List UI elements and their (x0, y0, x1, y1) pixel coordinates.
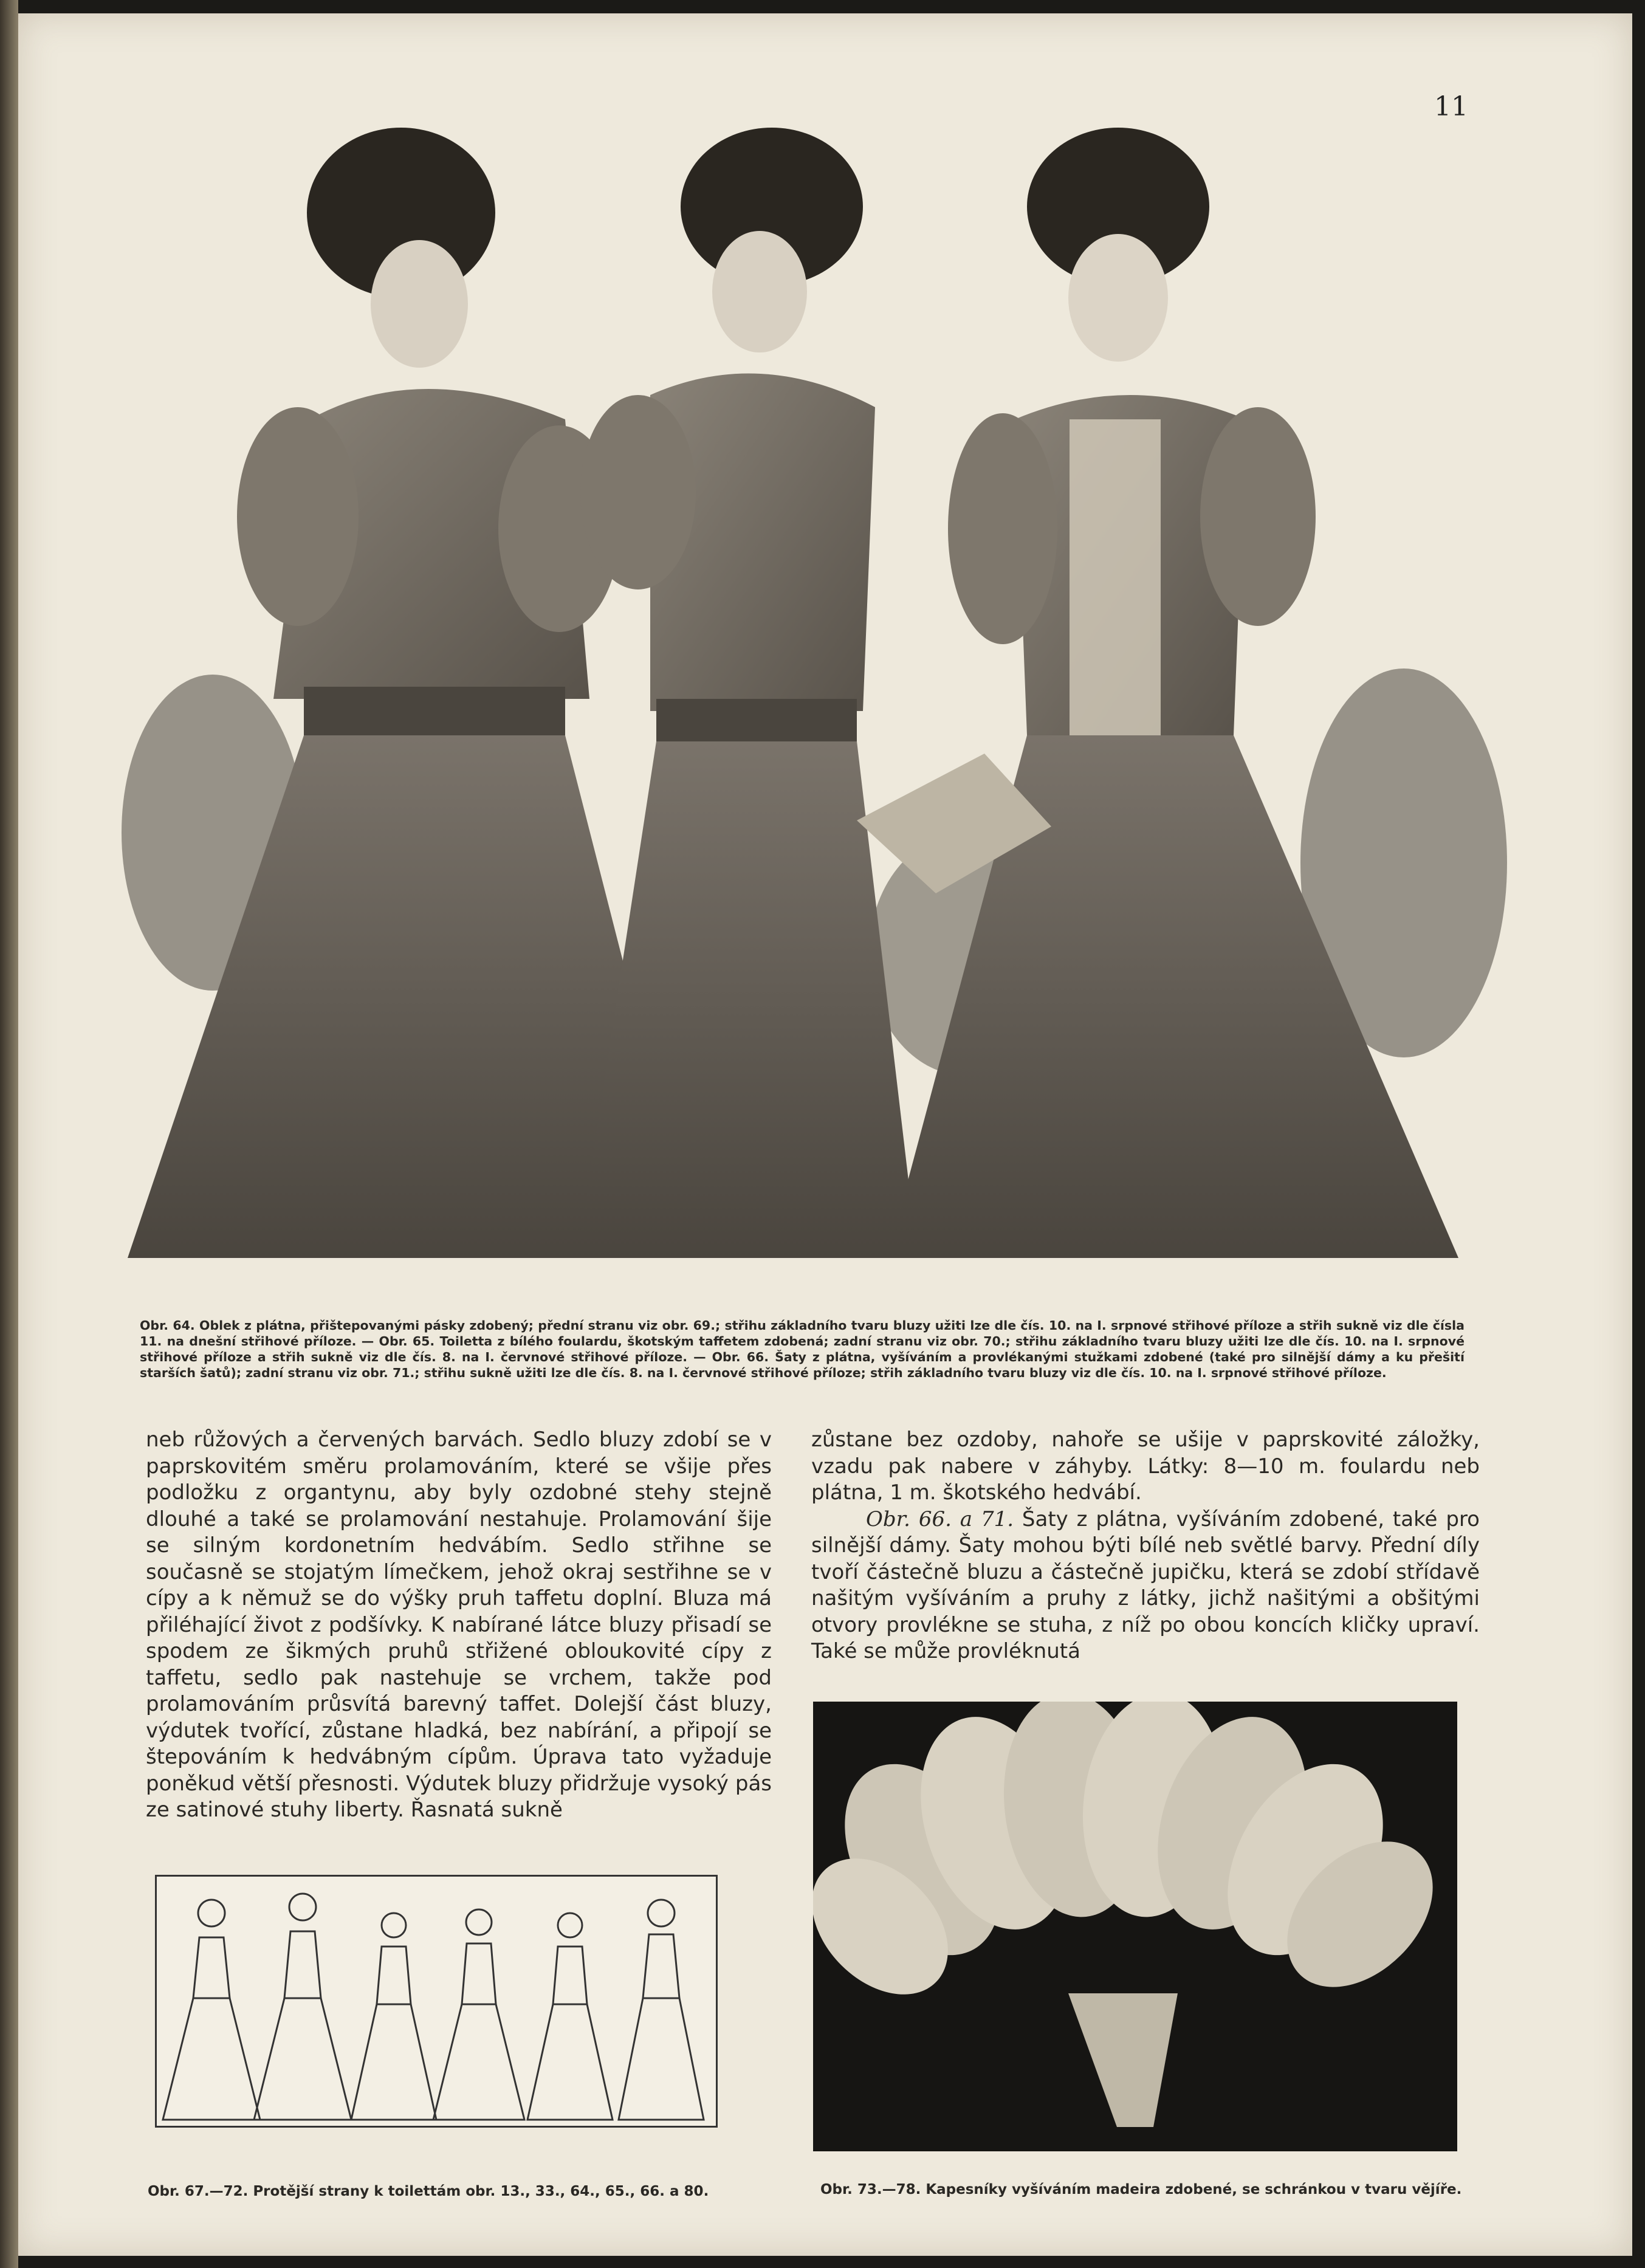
small-figure-caption: Obr. 67.—72. Protější strany k toilettám obr. 13., 33., 64., 65., 66. a 80. (148, 2184, 709, 2199)
paragraph: neb růžových a červených barvách. Sedlo bluzy zdobí se v paprskovitém směru prolamováním, které se všije přes podložku z organtynu, aby byly ozdobné stehy stejně dlouhé a také se prolamování nestahuje. Prolamování šije se silným kordonetním hedvábím. Sedlo střihne se současně se stojatým límečkem, jehož okraj sestřihne se v cípy a k němuž se do výšky pruh taffetu doplní. Bluza má přiléhající život z podšívky. K nabírané látce bluzy přisadí se spodem ze šikmých pruhů střižené obloukovité cípy z taffetu, sedlo pak nastehuje se vrchem, takže pod prolamováním průsvítá barevný taffet. Dolejší část bluzy, výdutek tvořící, zůstane hladká, bez nabírání, a připojí se štepováním k hedvábným cípům. Úprava tato vyžaduje poněkud větší přesnosti. Výdutek bluzy přidržuje vysoký pás ze satinové stuhy liberty. Řasnatá sukně (146, 1428, 772, 1822)
main-caption: Obr. 64. Oblek z plátna, přištepovanými pásky zdobený; přední stranu viz obr. 69.; střihu základního tvaru bluzy užiti lze dle čís. 10. na I. srpnové střihové příloze a střih sukně viz dle čísla 11. na dnešní střihové příloze. — Obr. 65. Toiletta z bílého foulardu, škotským taffetem zdobená; zadní stranu viz obr. 70.; střihu základního tvaru bluzy užiti lze dle čís. 10. na I. srpnové střihové příloze a střih sukně viz dle čís. 8. na I. červnové střihové příloze. — Obr. 66. Šaty z plátna, vyšíváním a provlékanými stužkami zdobené (také pro silnější dámy a ku přešití starších šatů); zadní stranu viz obr. 71.; střihu sukně užiti lze dle čís. 8. na I. červnové střihové příloze; střih základního tvaru bluzy viz dle čís. 10. na I. srpnové střihové příloze. (140, 1318, 1465, 1380)
figure-middle (577, 128, 918, 1258)
fashion-illustration (103, 103, 1525, 1288)
body-column-left (146, 1427, 772, 1824)
figure-reference: Obr. 66. a 71. (866, 1507, 1014, 1531)
back-views-illustration (155, 1875, 718, 2128)
paragraph-text: Šaty z plátna, vyšíváním zdobené, také pro silnější dámy. Šaty mohou býti bílé neb světlé barvy. Přední díly tvoří částečně bluzu a částečně jupičku, která se zdobí střídavě našitým vyšíváním a pruhy z látky, jichž našitými a obšitými otvory provlékne se stuha, z níž po obou koncích kličky upraví. Také se může provléknutá (811, 1507, 1480, 1663)
paragraph (811, 1507, 1480, 1665)
book-spine (0, 0, 18, 2268)
handkerchief-fan-illustration (813, 1702, 1457, 2151)
fan-figure-caption: Obr. 73.—78. Kapesníky vyšíváním madeira zdobené, se schránkou v tvaru vějíře. (820, 2182, 1462, 2198)
body-column-right (811, 1427, 1480, 1665)
paragraph: zůstane bez ozdoby, nahoře se ušije v paprskovité záložky, vzadu pak nabere v záhyby. Látky: 8—10 m. foulardu neb plátna, 1 m. škotského hedvábí. (811, 1428, 1480, 1505)
figure-sketches (163, 1894, 704, 2120)
fan-handkerchiefs (813, 1702, 1457, 2127)
page-number: 11 (1434, 91, 1468, 122)
